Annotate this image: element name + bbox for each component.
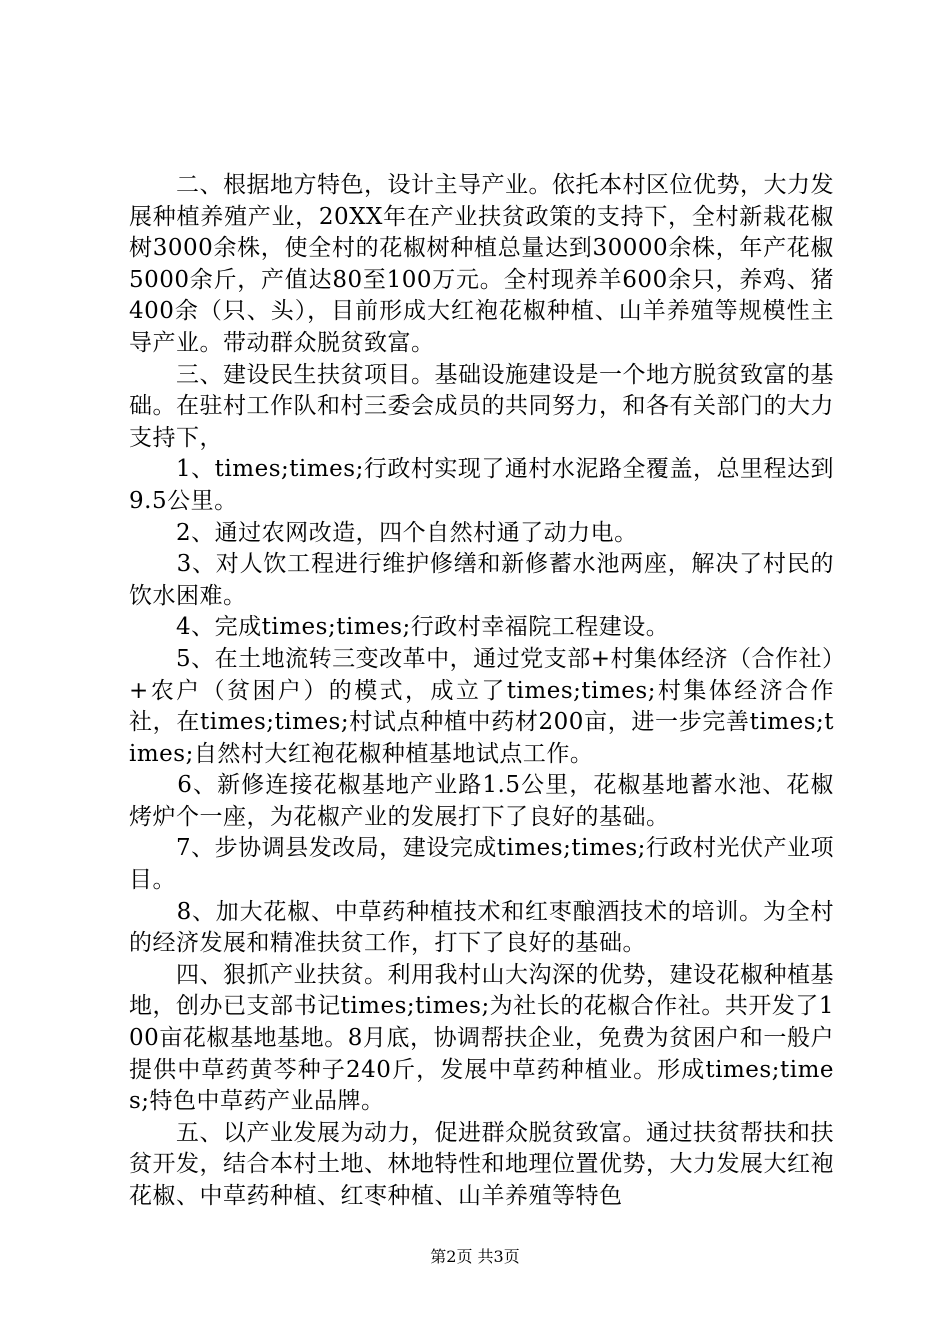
- paragraph-livelihood-projects: 三、建设民生扶贫项目。基础设施建设是一个地方脱贫致富的基础。在驻村工作队和村三委会成员的共同努力，和各有关部门的大力支持下，: [129, 361, 834, 451]
- paragraph-industry: 二、根据地方特色，设计主导产业。依托本村区位优势，大力发展种植养殖产业，20XX年在产业扶贫政策的支持下，全村新栽花椒树3000余株，使全村的花椒树种植总量达到30000余株，年产花椒5000余斤，产值达80至100万元。全村现养羊600余只，养鸡、猪400余（只、头），目前形成大红袍花椒种植、山羊养殖等规模性主导产业。带动群众脱贫致富。: [129, 172, 834, 356]
- page-number-footer: 第2页 共3页: [430, 1247, 520, 1266]
- list-item-land-reform: 5、在土地流转三变改革中，通过党支部+村集体经济（合作社）+农户（贫困户）的模式，成立了times;times;村集体经济合作社，在times;times;村试点种植中药材200亩，进一步完善times;times;自然村大红袍花椒种植基地试点工作。: [129, 645, 834, 767]
- list-item-nursing-home: 4、完成times;times;行政村幸福院工程建设。: [129, 614, 670, 641]
- list-item-roads: 1、times;times;行政村实现了通村水泥路全覆盖，总里程达到9.5公里。: [129, 456, 834, 514]
- list-item-training: 8、加大花椒、中草药种植技术和红枣酿酒技术的培训。为全村的经济发展和精准扶贫工作，打下了良好的基础。: [129, 898, 834, 957]
- list-item-industry-road: 6、新修连接花椒基地产业路1.5公里，花椒基地蓄水池、花椒烤炉个一座，为花椒产业的发展打下了良好的基础。: [129, 772, 834, 830]
- list-item-drinking-water: 3、对人饮工程进行维护修缮和新修蓄水池两座，解决了村民的饮水困难。: [129, 551, 834, 609]
- paragraph-industry-poverty-relief: 四、狠抓产业扶贫。利用我村山大沟深的优势，建设花椒种植基地，创办已支部书记times;times;为社长的花椒合作社。共开发了100亩花椒基地基地。8月底，协调帮扶企业，免费为贫困户和一般户提供中草药黄芩种子240斤，发展中草药种植业。形成times;times;特色中草药产业品牌。: [129, 961, 834, 1115]
- paragraph-industry-development: 五、以产业发展为动力，促进群众脱贫致富。通过扶贫帮扶和扶贫开发，结合本村土地、林地特性和地理位置优势，大力发展大红袍花椒、中草药种植、红枣种植、山羊养殖等特色: [129, 1119, 834, 1209]
- list-item-solar-project: 7、步协调县发改局，建设完成times;times;行政村光伏产业项目。: [129, 835, 834, 894]
- list-item-power-grid: 2、通过农网改造，四个自然村通了动力电。: [129, 519, 638, 546]
- document-body: [129, 170, 834, 1213]
